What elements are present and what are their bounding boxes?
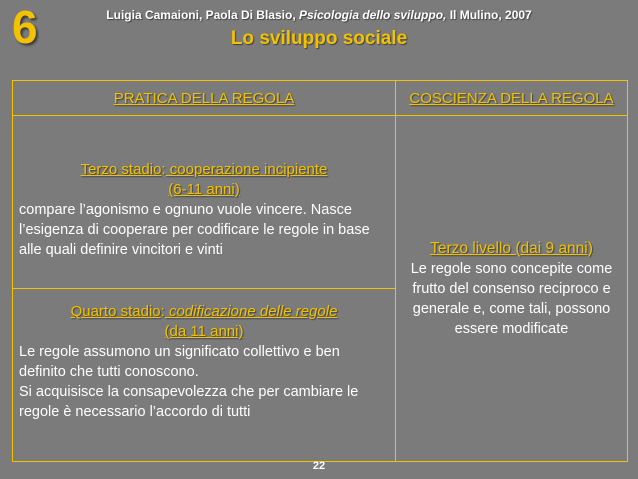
citation-publisher: Il Mulino, 2007 <box>446 8 532 22</box>
rules-table <box>12 80 628 462</box>
chapter-number: 6 <box>12 1 38 53</box>
stage3-description: compare l’agonismo e ognuno vuole vincere. Nasce l’esigenza di cooperare per codificare le regole in base alle quali definire vincitori e vinti <box>19 202 370 258</box>
stage4-age-line <box>19 322 389 342</box>
stage3-cell <box>13 116 396 289</box>
stage4-heading <box>19 302 389 322</box>
stage4-age: (da 11 anni) <box>164 323 244 340</box>
stage3-label: Terzo stadio <box>80 161 162 178</box>
stage3-age: (6-11 anni) <box>168 181 240 198</box>
stage4-description-1: Le regole assumono un significato collettivo e ben definito che tutti conoscono. <box>19 344 340 380</box>
citation <box>0 8 638 22</box>
level3-cell <box>396 116 628 462</box>
citation-book: Psicologia dello sviluppo, <box>299 8 447 22</box>
level3-description: Le regole sono concepite come frutto del consenso reciproco e generale e, come tali, possono essere modificate <box>410 260 613 337</box>
stage3-heading <box>19 160 389 180</box>
table-header-row <box>13 81 628 116</box>
citation-authors: Luigia Camaioni, Paola Di Blasio, <box>106 8 299 22</box>
page-number: 22 <box>312 460 326 472</box>
stage4-name: codificazione delle regole <box>164 303 338 320</box>
slide-title: Lo sviluppo sociale <box>230 28 408 49</box>
stage4-cell <box>13 289 396 462</box>
stage4-description-2: Si acquisisce la consapevolezza che per cambiare le regole è necessario l’accordo di tutti <box>19 384 359 420</box>
stage4-sep: : <box>160 303 165 320</box>
level3-heading: Terzo livello (dai 9 anni) <box>430 239 593 257</box>
stage4-label: Quarto stadio <box>70 303 161 320</box>
col-header-practice: PRATICA DELLA REGOLA <box>13 81 396 116</box>
stage3-name: cooperazione incipiente <box>165 161 328 178</box>
stage3-age-line <box>19 180 389 200</box>
stage3-sep: : <box>161 161 166 178</box>
table-row-stage3 <box>13 116 628 289</box>
col-header-awareness: COSCIENZA DELLA REGOLA <box>396 81 628 116</box>
